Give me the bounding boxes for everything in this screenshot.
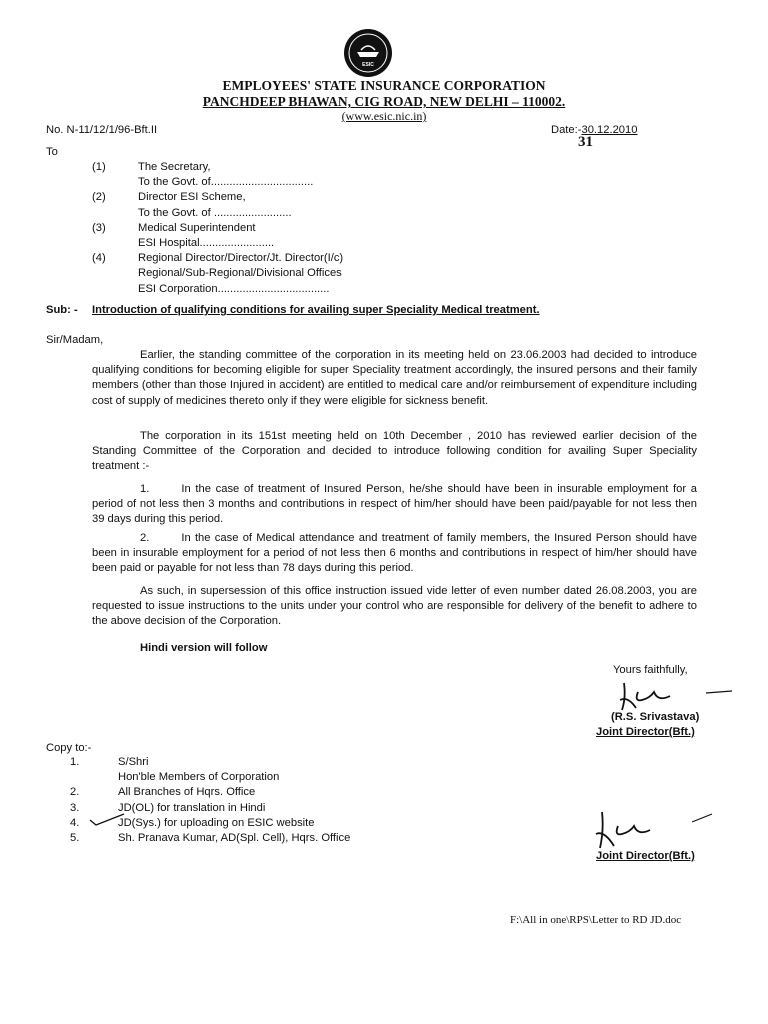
subject-text: Introduction of qualifying conditions for availing super Speciality Medical treatment. <box>92 304 540 316</box>
copy-to-item <box>70 816 490 831</box>
copy-to-number: 1. <box>70 756 80 768</box>
copy-to-item <box>70 755 490 785</box>
recipient-number: (3) <box>92 221 106 234</box>
recipient-line: To the Govt. of ......................... <box>138 206 292 219</box>
recipient-line: The Secretary, <box>138 161 211 173</box>
copy-to-item <box>70 801 490 816</box>
recipient-line: Regional Director/Director/Jt. Director(I/c) <box>138 252 344 265</box>
signatory-designation-2: Joint Director(Bft.) <box>596 850 695 862</box>
checkmark-icon <box>88 812 128 828</box>
copy-to-line: All Branches of Hqrs. Office <box>118 786 256 799</box>
closing: Yours faithfully, <box>613 664 688 676</box>
paragraph-1: Earlier, the standing committee of the corporation in its meeting held on 23.06.2003 had decided to introduce qualifying conditions for becoming eligible for super Speciality treatment accordingly, the insured persons and their family members (other than those Injured in accident) are entitled to medical care and/or reimbursement of expenditure including cost of supply of medicines thereto only if they were eligible for sickness benefit. <box>92 349 697 407</box>
condition-2-number: 2. <box>140 532 150 544</box>
subject-label: Sub: - <box>46 304 78 316</box>
condition-2 <box>92 531 697 577</box>
org-address: PANCHDEEP BHAWAN, CIG ROAD, NEW DELHI – 110002. <box>202 94 566 109</box>
recipient-number: (2) <box>92 191 106 204</box>
recipient-item <box>92 251 492 297</box>
org-website: (www.esic.nic.in) <box>341 109 427 123</box>
esic-logo <box>343 28 393 78</box>
copy-to-item <box>70 785 490 800</box>
recipient-line: ESI Hospital........................ <box>138 237 275 250</box>
paragraph-2: The corporation in its 151st meeting held on 10th December , 2010 has reviewed earlier decision of the Standing Committee of the Corporation and decided to introduce following condition for availing Super Speciality treatment :- <box>92 430 697 473</box>
signatory-name: (R.S. Srivastava) <box>611 711 700 723</box>
copy-to-number: 4. <box>70 816 80 829</box>
copy-to-number: 5. <box>70 832 80 845</box>
copy-to-item <box>70 831 490 846</box>
svg-text:ESIC: ESIC <box>362 62 374 68</box>
recipient-item <box>92 160 492 190</box>
to-label: To <box>46 146 58 158</box>
recipient-line: To the Govt. of................................. <box>138 176 314 189</box>
copy-to-line: Hon'ble Members of Corporation <box>118 771 280 784</box>
copy-to-number: 2. <box>70 786 80 799</box>
handwritten-note: 31 <box>578 134 593 150</box>
condition-1-text: In the case of treatment of Insured Person, he/she should have been in insurable employment for a period of not less then 3 months and contributions in respect of him/her should have been paid/payable for not less then 39 days during this period. <box>92 483 697 526</box>
recipient-item <box>92 221 492 251</box>
signature-image <box>614 678 734 714</box>
hindi-note: Hindi version will follow <box>140 642 268 654</box>
copy-to-list <box>70 755 490 846</box>
copy-to-line: S/Shri <box>118 756 149 768</box>
recipient-number: (1) <box>92 161 106 173</box>
condition-1 <box>92 482 697 528</box>
salutation: Sir/Madam, <box>46 334 104 346</box>
recipient-line: Director ESI Scheme, <box>138 191 246 204</box>
condition-1-number: 1. <box>140 483 150 495</box>
copy-to-line: JD(OL) for translation in Hindi <box>118 801 266 814</box>
recipient-item <box>92 190 492 220</box>
paragraph-3: As such, in supersession of this office instruction issued vide letter of even number dated 26.08.2003, you are requested to issue instructions to the units under your control who are responsible for delivery of the benefit to adhere to the above decision of the Corporation. <box>92 585 697 628</box>
recipient-number: (4) <box>92 252 106 265</box>
copy-to-line: JD(Sys.) for uploading on ESIC website <box>118 816 315 829</box>
copy-to-label: Copy to:- <box>46 742 92 754</box>
recipients-list <box>92 160 492 297</box>
signatory-designation: Joint Director(Bft.) <box>596 726 695 738</box>
recipient-line: ESI Corporation.................................... <box>138 282 330 295</box>
copy-to-line: Sh. Pranava Kumar, AD(Spl. Cell), Hqrs. Office <box>118 832 351 845</box>
date-value: 30.12.2010 <box>581 124 638 136</box>
recipient-line: Medical Superintendent <box>138 221 256 234</box>
condition-2-text: In the case of Medical attendance and treatment of family members, the Insured Person should have been in insurable employment for a period of not less then 6 months and contributions in respect of him/her should have been paid or payable for not less than 78 days during this period. <box>92 532 697 575</box>
reference-number: No. N-11/12/1/96-Bft.II <box>46 124 158 136</box>
recipient-line: Regional/Sub-Regional/Divisional Offices <box>138 267 342 280</box>
org-name: EMPLOYEES' STATE INSURANCE CORPORATION <box>222 78 546 93</box>
copy-to-number: 3. <box>70 801 80 814</box>
footer-file-path: F:\All in one\RPS\Letter to RD JD.doc <box>510 914 682 926</box>
date-line <box>551 123 637 138</box>
date-label: Date:- <box>551 124 582 136</box>
signature-image-2 <box>588 808 718 852</box>
